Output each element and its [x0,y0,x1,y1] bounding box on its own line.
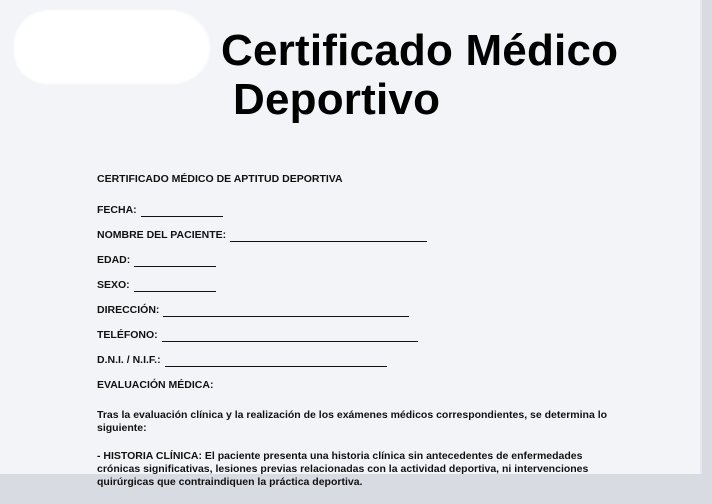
field-sexo [97,278,617,292]
blank-line-dni [165,355,387,367]
field-label-edad: EDAD: [97,254,131,266]
blank-line-nombre [230,230,427,242]
field-label-fecha: FECHA: [97,204,137,216]
field-dni [97,353,617,367]
field-label-nombre: NOMBRE DEL PACIENTE: [97,229,227,241]
blank-line-telefono [162,330,418,342]
field-edad [97,253,617,267]
field-nombre [97,228,617,242]
intro-paragraph: Tras la evaluación clínica y la realización de los exámenes médicos correspondientes, se determina lo siguiente: [97,409,608,434]
field-telefono [97,328,617,342]
blank-line-direccion [163,305,409,317]
certificate-body [97,172,617,504]
blank-line-sexo [134,280,216,292]
field-label-direccion: DIRECCIÓN: [97,304,160,316]
field-label-dni: D.N.I. / N.I.F.: [97,354,161,366]
certificate-heading: CERTIFICADO MÉDICO DE APTITUD DEPORTIVA [97,173,343,185]
title-line-1: Certificado Médico [221,26,619,75]
document-title [221,26,618,124]
logo-placeholder [14,10,210,84]
evaluation-heading: EVALUACIÓN MÉDICA: [97,379,214,391]
history-paragraph: - HISTORIA CLÍNICA: El paciente presenta una historia clínica sin antecedentes de enfermedades crónicas significativas, lesiones previas relacionadas con la actividad deportiva, ni intervenciones quirúrgicas que contraindiquen la práctica deportiva. [97,450,589,488]
blank-line-edad [134,255,216,267]
field-fecha [97,203,617,217]
blank-line-fecha [141,205,223,217]
field-direccion [97,303,617,317]
title-line-2: Deportivo [233,75,441,124]
field-label-telefono: TELÉFONO: [97,329,158,341]
field-label-sexo: SEXO: [97,279,130,291]
